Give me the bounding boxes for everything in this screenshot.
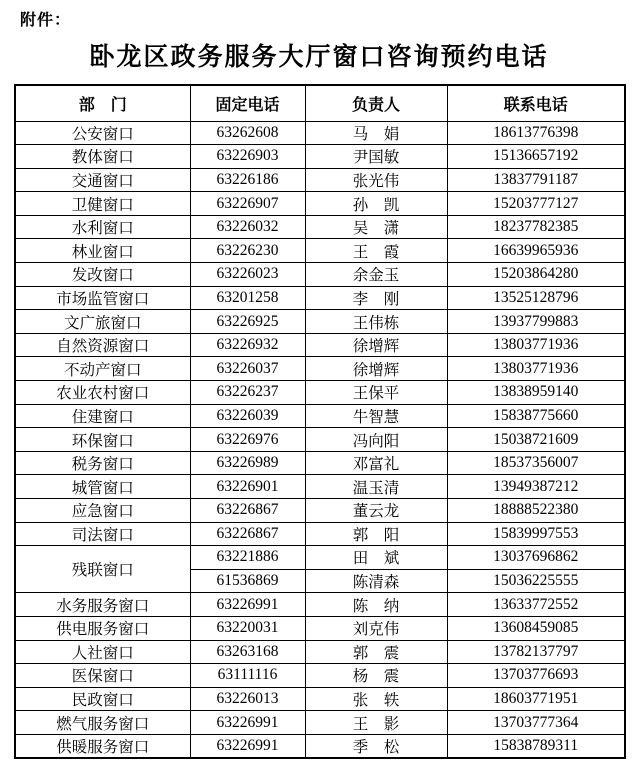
- table-row: [15, 239, 625, 263]
- mobile-cell: 15038721609: [447, 428, 625, 452]
- table-row: [15, 404, 625, 428]
- header-department: 部 门: [15, 85, 190, 121]
- person-cell: 孙 凯: [305, 192, 447, 216]
- page-title: 卧龙区政务服务大厅窗口咨询预约电话: [89, 43, 549, 71]
- landline-cell: 63226037: [190, 357, 305, 381]
- mobile-cell: 18237782385: [447, 215, 625, 239]
- department-cell: 民政窗口: [15, 687, 190, 711]
- department-cell: 住建窗口: [15, 404, 190, 428]
- person-cell: 郭 震: [305, 640, 447, 664]
- table-row: [15, 145, 625, 169]
- table-row: [15, 593, 625, 617]
- mobile-cell: 16639965936: [447, 239, 625, 263]
- mobile-cell: 13525128796: [447, 286, 625, 310]
- landline-cell: 63226925: [190, 310, 305, 334]
- person-cell: 王 霞: [305, 239, 447, 263]
- landline-cell: 63226186: [190, 168, 305, 192]
- table-body: [15, 121, 625, 758]
- landline-cell: 63262608: [190, 121, 305, 145]
- department-cell: 燃气服务窗口: [15, 711, 190, 735]
- landline-cell: 63226932: [190, 333, 305, 357]
- person-cell: 牛智慧: [305, 404, 447, 428]
- mobile-cell: 13703776693: [447, 664, 625, 688]
- mobile-cell: 13937799883: [447, 310, 625, 334]
- person-cell: 邓富礼: [305, 451, 447, 475]
- department-cell: 水务服务窗口: [15, 593, 190, 617]
- person-cell: 王 影: [305, 711, 447, 735]
- mobile-cell: 15203777127: [447, 192, 625, 216]
- department-cell: 公安窗口: [15, 121, 190, 145]
- department-cell: 司法窗口: [15, 522, 190, 546]
- table-row: [15, 192, 625, 216]
- table-row: [15, 616, 625, 640]
- department-cell: 城管窗口: [15, 475, 190, 499]
- mobile-cell: 18613776398: [447, 121, 625, 145]
- table-header: [15, 85, 625, 121]
- phone-directory-table: [14, 84, 626, 759]
- mobile-cell: 13037696862: [447, 546, 625, 570]
- department-cell: 不动产窗口: [15, 357, 190, 381]
- landline-cell: 61536869: [190, 569, 305, 593]
- person-cell: 陈 纳: [305, 593, 447, 617]
- landline-cell: 63226976: [190, 428, 305, 452]
- person-cell: 王保平: [305, 381, 447, 405]
- landline-cell: 63226901: [190, 475, 305, 499]
- department-cell: 市场监管窗口: [15, 286, 190, 310]
- person-cell: 张光伟: [305, 168, 447, 192]
- person-cell: 张 轶: [305, 687, 447, 711]
- landline-cell: 63226903: [190, 145, 305, 169]
- table-row: [15, 381, 625, 405]
- table-row: [15, 475, 625, 499]
- landline-cell: 63221886: [190, 546, 305, 570]
- department-cell: 医保窗口: [15, 664, 190, 688]
- table-row: [15, 711, 625, 735]
- person-cell: 尹国敏: [305, 145, 447, 169]
- mobile-cell: 13803771936: [447, 357, 625, 381]
- mobile-cell: 13838959140: [447, 381, 625, 405]
- person-cell: 田 斌: [305, 546, 447, 570]
- person-cell: 余金玉: [305, 263, 447, 287]
- landline-cell: 63226991: [190, 711, 305, 735]
- mobile-cell: 13782137797: [447, 640, 625, 664]
- person-cell: 冯向阳: [305, 428, 447, 452]
- table-row: [15, 333, 625, 357]
- landline-cell: 63226013: [190, 687, 305, 711]
- person-cell: 徐增辉: [305, 357, 447, 381]
- table-row: [15, 687, 625, 711]
- mobile-cell: 18888522380: [447, 499, 625, 523]
- person-cell: 郭 阳: [305, 522, 447, 546]
- table-row: [15, 215, 625, 239]
- landline-cell: 63226867: [190, 522, 305, 546]
- department-cell: 供暖服务窗口: [15, 734, 190, 758]
- department-cell: 卫健窗口: [15, 192, 190, 216]
- landline-cell: 63226907: [190, 192, 305, 216]
- landline-cell: 63111116: [190, 664, 305, 688]
- landline-cell: 63220031: [190, 616, 305, 640]
- header-row: [15, 85, 625, 121]
- mobile-cell: 13703777364: [447, 711, 625, 735]
- mobile-cell: 13837791187: [447, 168, 625, 192]
- department-cell: 教体窗口: [15, 145, 190, 169]
- department-cell: 残联窗口: [15, 546, 190, 593]
- person-cell: 温玉清: [305, 475, 447, 499]
- mobile-cell: 13608459085: [447, 616, 625, 640]
- landline-cell: 63226039: [190, 404, 305, 428]
- table-row: [15, 428, 625, 452]
- landline-cell: 63263168: [190, 640, 305, 664]
- landline-cell: 63226237: [190, 381, 305, 405]
- table-row: [15, 310, 625, 334]
- mobile-cell: 18537356007: [447, 451, 625, 475]
- person-cell: 徐增辉: [305, 333, 447, 357]
- person-cell: 陈清森: [305, 569, 447, 593]
- table-row: [15, 664, 625, 688]
- mobile-cell: 13803771936: [447, 333, 625, 357]
- department-cell: 人社窗口: [15, 640, 190, 664]
- table-row: [15, 451, 625, 475]
- mobile-cell: 15136657192: [447, 145, 625, 169]
- person-cell: 董云龙: [305, 499, 447, 523]
- mobile-cell: 15036225555: [447, 569, 625, 593]
- person-cell: 李 刚: [305, 286, 447, 310]
- mobile-cell: 15838775660: [447, 404, 625, 428]
- department-cell: 文广旅窗口: [15, 310, 190, 334]
- department-cell: 水利窗口: [15, 215, 190, 239]
- department-cell: 税务窗口: [15, 451, 190, 475]
- person-cell: 吴 潇: [305, 215, 447, 239]
- table-row: [15, 168, 625, 192]
- mobile-cell: 18603771951: [447, 687, 625, 711]
- header-landline: 固定电话: [190, 85, 305, 121]
- attachment-label: 附件：: [20, 12, 72, 29]
- table-row: [15, 522, 625, 546]
- department-cell: 交通窗口: [15, 168, 190, 192]
- department-cell: 发改窗口: [15, 263, 190, 287]
- landline-cell: 63226991: [190, 734, 305, 758]
- header-person: 负责人: [305, 85, 447, 121]
- mobile-cell: 13949387212: [447, 475, 625, 499]
- department-cell: 自然资源窗口: [15, 333, 190, 357]
- table-row: [15, 640, 625, 664]
- landline-cell: 63226867: [190, 499, 305, 523]
- table-row: [15, 286, 625, 310]
- department-cell: 林业窗口: [15, 239, 190, 263]
- department-cell: 环保窗口: [15, 428, 190, 452]
- landline-cell: 63201258: [190, 286, 305, 310]
- department-cell: 供电服务窗口: [15, 616, 190, 640]
- landline-cell: 63226023: [190, 263, 305, 287]
- department-cell: 农业农村窗口: [15, 381, 190, 405]
- mobile-cell: 15203864280: [447, 263, 625, 287]
- landline-cell: 63226989: [190, 451, 305, 475]
- person-cell: 季 松: [305, 734, 447, 758]
- landline-cell: 63226230: [190, 239, 305, 263]
- person-cell: 王伟栋: [305, 310, 447, 334]
- table-row: [15, 263, 625, 287]
- table-row: [15, 734, 625, 758]
- header-mobile: 联系电话: [447, 85, 625, 121]
- landline-cell: 63226991: [190, 593, 305, 617]
- landline-cell: 63226032: [190, 215, 305, 239]
- table-row: [15, 121, 625, 145]
- table-row: [15, 499, 625, 523]
- department-cell: 应急窗口: [15, 499, 190, 523]
- person-cell: 刘克伟: [305, 616, 447, 640]
- table-row: [15, 357, 625, 381]
- person-cell: 马 娟: [305, 121, 447, 145]
- table-row: [15, 546, 625, 570]
- mobile-cell: 15838789311: [447, 734, 625, 758]
- mobile-cell: 13633772552: [447, 593, 625, 617]
- mobile-cell: 15839997553: [447, 522, 625, 546]
- person-cell: 杨 震: [305, 664, 447, 688]
